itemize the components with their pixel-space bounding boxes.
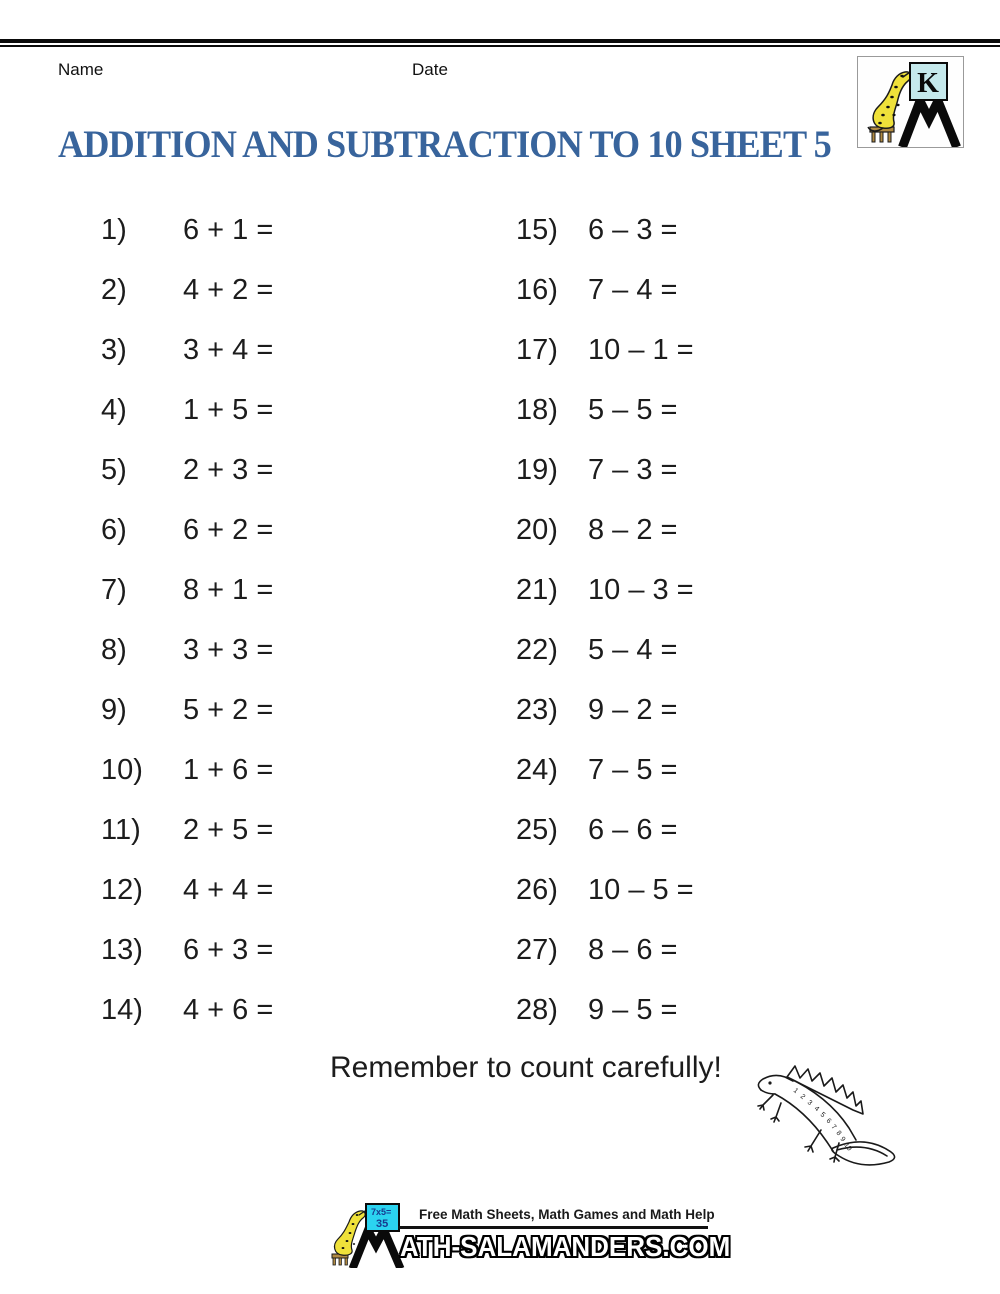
problem-expression: 10 – 3 = bbox=[588, 574, 694, 606]
newt-number: 1 bbox=[791, 1087, 800, 1096]
reminder-note: Remember to count carefully! bbox=[330, 1051, 722, 1084]
problem-expression: 6 – 3 = bbox=[588, 214, 678, 246]
problem-number: 6) bbox=[101, 514, 127, 546]
logo-letter-k: K bbox=[917, 68, 939, 99]
newt-number: 6 bbox=[824, 1117, 833, 1126]
problem-expression: 2 + 3 = bbox=[183, 454, 274, 486]
salamander-k-logo-icon bbox=[858, 57, 963, 147]
date-field-label: Date bbox=[412, 60, 448, 79]
problem-expression: 1 + 5 = bbox=[183, 394, 274, 426]
problem-number: 12) bbox=[101, 874, 143, 906]
newt-number: 7 bbox=[829, 1123, 838, 1132]
problem-number: 1) bbox=[101, 214, 127, 246]
problem-expression: 6 – 6 = bbox=[588, 814, 678, 846]
problem-number: 27) bbox=[516, 934, 558, 966]
problem-expression: 7 – 3 = bbox=[588, 454, 678, 486]
problem-number: 19) bbox=[516, 454, 558, 486]
name-field-label: Name bbox=[58, 60, 104, 79]
problem-expression: 10 – 5 = bbox=[588, 874, 694, 906]
problem-number: 5) bbox=[101, 454, 127, 486]
problem-number: 13) bbox=[101, 934, 143, 966]
problem-number: 7) bbox=[101, 574, 127, 606]
newt-number: 4 bbox=[812, 1105, 821, 1114]
problem-number: 21) bbox=[516, 574, 558, 606]
problem-expression: 5 + 2 = bbox=[183, 694, 274, 726]
footer-tagline: Free Math Sheets, Math Games and Math Help bbox=[419, 1207, 715, 1222]
problem-expression: 6 + 3 = bbox=[183, 934, 274, 966]
problem-number: 14) bbox=[101, 994, 143, 1026]
problem-number: 8) bbox=[101, 634, 127, 666]
problem-number: 24) bbox=[516, 754, 558, 786]
problem-expression: 5 – 5 = bbox=[588, 394, 678, 426]
problem-expression: 4 + 6 = bbox=[183, 994, 274, 1026]
counting-newt-icon bbox=[753, 1048, 905, 1170]
problem-expression: 8 – 2 = bbox=[588, 514, 678, 546]
problem-number: 26) bbox=[516, 874, 558, 906]
newt-number: 8 bbox=[834, 1129, 843, 1138]
board-answer: 35 bbox=[376, 1218, 389, 1230]
problem-expression: 7 – 4 = bbox=[588, 274, 678, 306]
problem-number: 28) bbox=[516, 994, 558, 1026]
newt-number: 10 bbox=[842, 1141, 853, 1153]
problem-expression: 8 + 1 = bbox=[183, 574, 274, 606]
problem-number: 11) bbox=[101, 814, 141, 846]
newt-number: 3 bbox=[805, 1099, 814, 1108]
newt-number: 9 bbox=[838, 1135, 847, 1144]
problem-list bbox=[0, 200, 1000, 1050]
problem-expression: 6 + 1 = bbox=[183, 214, 274, 246]
board-equation: 7x5= bbox=[371, 1207, 392, 1217]
problem-expression: 6 + 2 = bbox=[183, 514, 274, 546]
footer-salamander-logo-icon bbox=[326, 1202, 408, 1268]
problem-expression: 8 – 6 = bbox=[588, 934, 678, 966]
top-divider bbox=[0, 39, 1000, 47]
problem-expression: 2 + 5 = bbox=[183, 814, 274, 846]
problem-number: 4) bbox=[101, 394, 127, 426]
problem-expression: 7 – 5 = bbox=[588, 754, 678, 786]
problem-expression: 9 – 2 = bbox=[588, 694, 678, 726]
problem-expression: 4 + 4 = bbox=[183, 874, 274, 906]
problem-number: 23) bbox=[516, 694, 558, 726]
problem-number: 10) bbox=[101, 754, 143, 786]
problem-expression: 5 – 4 = bbox=[588, 634, 678, 666]
page-title: ADDITION AND SUBTRACTION TO 10 SHEET 5 bbox=[58, 123, 831, 166]
problem-expression: 3 + 4 = bbox=[183, 334, 274, 366]
problem-number: 15) bbox=[516, 214, 558, 246]
problem-number: 22) bbox=[516, 634, 558, 666]
newt-number: 2 bbox=[798, 1093, 807, 1102]
problem-number: 2) bbox=[101, 274, 127, 306]
problem-number: 9) bbox=[101, 694, 127, 726]
problem-number: 18) bbox=[516, 394, 558, 426]
problem-expression: 1 + 6 = bbox=[183, 754, 274, 786]
problem-number: 25) bbox=[516, 814, 558, 846]
problem-number: 20) bbox=[516, 514, 558, 546]
problem-expression: 3 + 3 = bbox=[183, 634, 274, 666]
problem-number: 16) bbox=[516, 274, 558, 306]
footer-divider bbox=[398, 1226, 708, 1229]
problem-expression: 9 – 5 = bbox=[588, 994, 678, 1026]
footer-site-name: ATH-SALAMANDERS.COM bbox=[400, 1230, 731, 1263]
kindergarten-logo bbox=[857, 56, 964, 148]
problem-number: 17) bbox=[516, 334, 558, 366]
problem-expression: 10 – 1 = bbox=[588, 334, 694, 366]
problem-expression: 4 + 2 = bbox=[183, 274, 274, 306]
problem-number: 3) bbox=[101, 334, 127, 366]
newt-number: 5 bbox=[818, 1111, 827, 1120]
